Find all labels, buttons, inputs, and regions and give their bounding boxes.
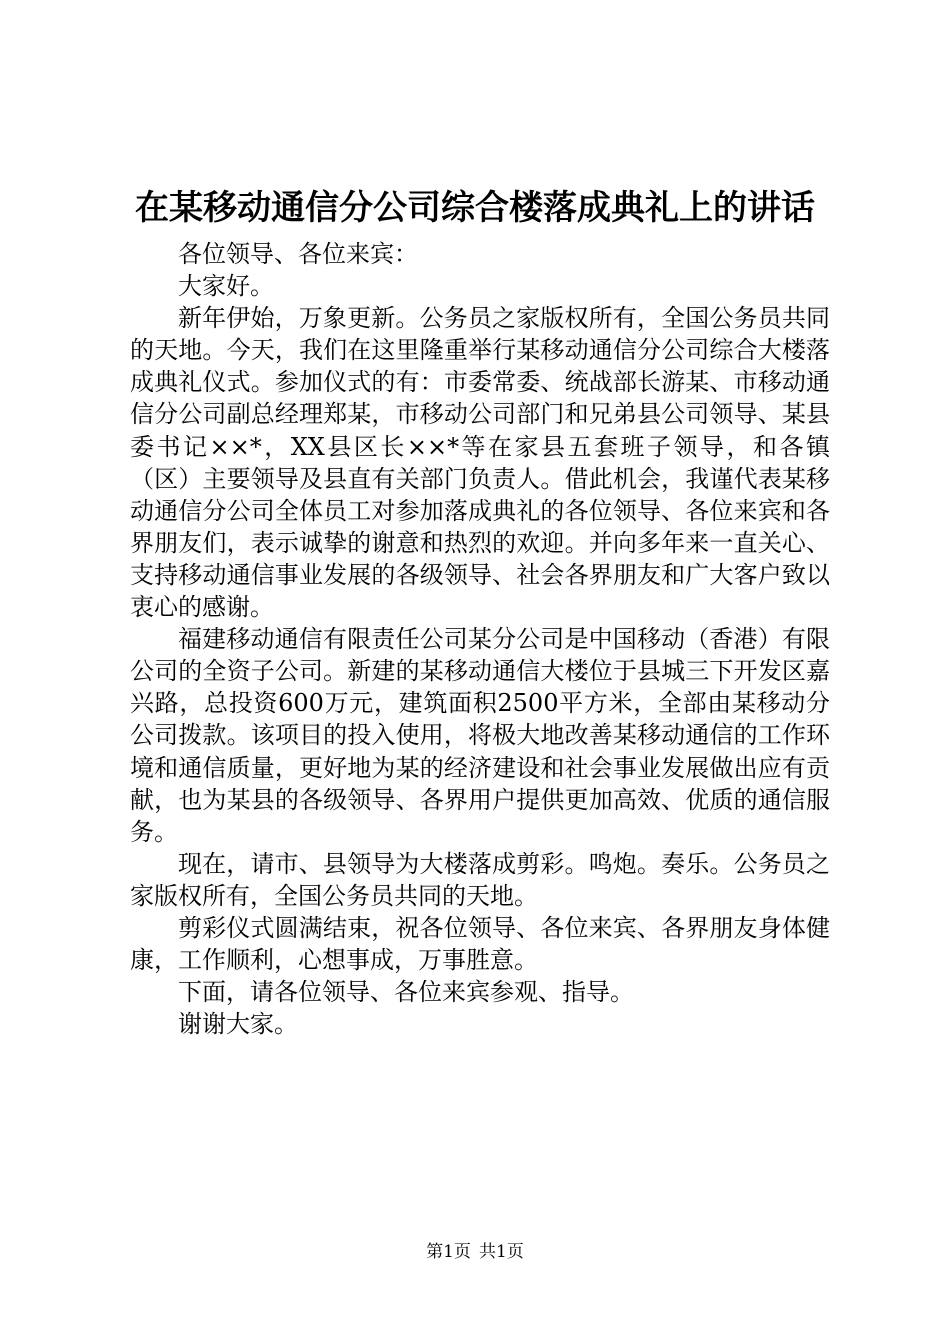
paragraph-invitation: 下面，请各位领导、各位来宾参观、指导。 bbox=[178, 978, 634, 1007]
paragraph-wishes: 剪彩仪式圆满结束，祝各位领导、各位来宾、各界朋友身体健康，工作顺利，心想事成，万事胜意。 bbox=[130, 913, 830, 975]
page-footer bbox=[0, 1240, 950, 1264]
paragraph-greeting: 大家好。 bbox=[178, 272, 274, 301]
paragraph-thanks: 谢谢大家。 bbox=[178, 1010, 298, 1039]
paragraph-company-intro: 福建移动通信有限责任公司某分公司是中国移动（香港）有限公司的全资子公司。新建的某移动通信大楼位于县城三下开发区嘉兴路，总投资600万元，建筑面积2500平方米，全部由某移动分公司拨款。该项目的投入使用，将极大地改善某移动通信的工作环境和通信质量，更好地为某的经济建设和社会事业发展做出应有贡献，也为某县的各级领导、各界用户提供更加高效、优质的通信服务。 bbox=[130, 625, 830, 846]
page-total: 共1页 bbox=[479, 1242, 524, 1262]
paragraph-opening: 新年伊始，万象更新。公务员之家版权所有，全国公务员共同的天地。今天，我们在这里隆重举行某移动通信分公司综合大楼落成典礼仪式。参加仪式的有：市委常委、统战部长游某、市移动通信分公司副总经理郑某，市移动公司部门和兄弟县公司领导、某县委书记××*，XX县区长××*等在家县五套班子领导，和各镇（区）主要领导及县直有关部门负责人。借此机会，我谨代表某移动通信分公司全体员工对参加落成典礼的各位领导、各位来宾和各界朋友们，表示诚挚的谢意和热烈的欢迎。并向多年来一直关心、支持移动通信事业发展的各级领导、社会各界朋友和广大客户致以衷心的感谢。 bbox=[130, 304, 830, 622]
document-body bbox=[130, 238, 830, 1040]
paragraph-ribbon-cutting: 现在，请市、县领导为大楼落成剪彩。鸣炮。奏乐。公务员之家版权所有，全国公务员共同的天地。 bbox=[130, 849, 830, 910]
page-number: 第1页 bbox=[426, 1242, 471, 1262]
document-title: 在某移动通信分公司综合楼落成典礼上的讲话 bbox=[135, 188, 815, 228]
paragraph-salutation: 各位领导、各位来宾： bbox=[178, 240, 418, 268]
